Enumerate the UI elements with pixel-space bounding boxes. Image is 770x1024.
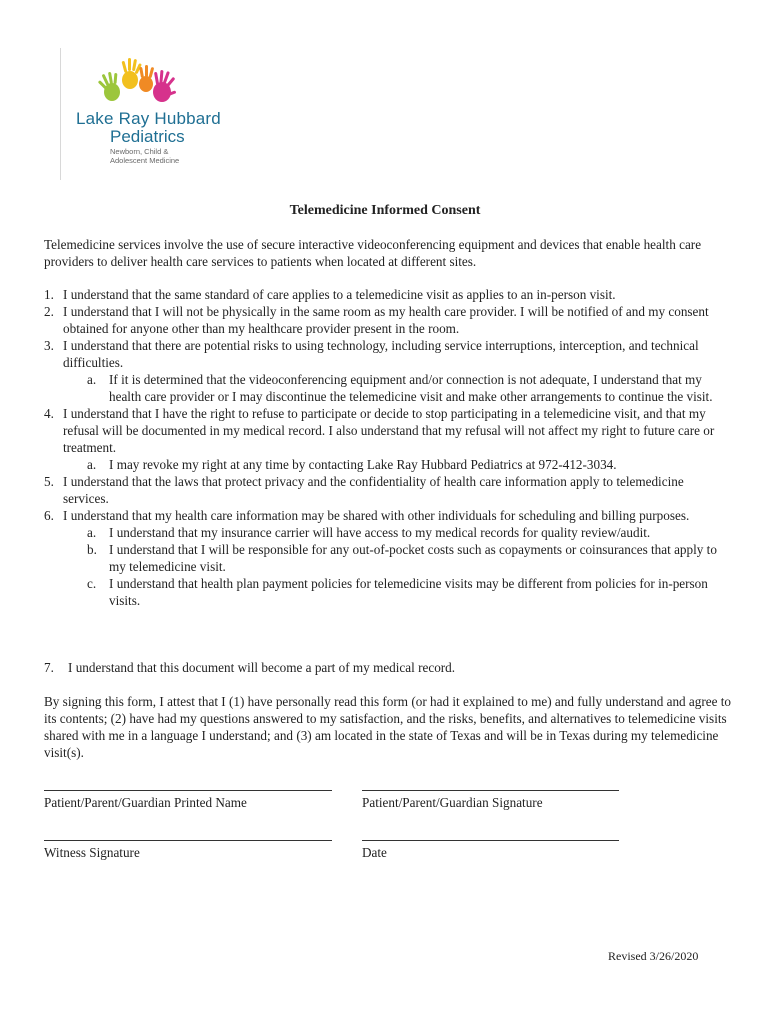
sub-item-text: I may revoke my right at any time by contacting Lake Ray Hubbard Pediatrics at 972-412-3034. xyxy=(109,457,617,472)
sub-list xyxy=(63,456,730,473)
sub-list xyxy=(63,524,730,609)
sub-list-item xyxy=(63,371,730,405)
sub-item-text: I understand that health plan payment policies for telemedicine visits may be different from policies for in-person visits. xyxy=(109,576,708,608)
signature-line[interactable] xyxy=(44,840,332,841)
item-text: I understand that I have the right to refuse to participate or decide to stop participating in a telemedicine visit, and that my refusal will be documented in my medical record. I also understand that my refusal will not affect my right to future care or treatment. xyxy=(63,406,715,455)
tagline-line-2: Adolescent Medicine xyxy=(110,156,180,165)
signature-line[interactable] xyxy=(362,790,619,791)
list-item xyxy=(44,507,730,609)
pink-handprint xyxy=(153,70,176,102)
date-field[interactable] xyxy=(362,840,619,861)
item-number: 3. xyxy=(44,338,54,353)
item-number: 7. xyxy=(44,660,54,675)
brand-line-2: Pediatrics xyxy=(110,127,185,146)
witness-signature-field[interactable] xyxy=(44,840,332,861)
list-item xyxy=(44,405,730,473)
item-number: 1. xyxy=(44,287,54,302)
list-item xyxy=(44,286,730,303)
signature-line[interactable] xyxy=(362,840,619,841)
revision-date: Revised 3/26/2020 xyxy=(608,949,699,963)
yellow-handprint xyxy=(121,58,141,89)
item-number: 6. xyxy=(44,508,54,523)
list-item xyxy=(44,303,730,337)
sub-item-text: I understand that my insurance carrier will have access to my medical records for quality review/audit. xyxy=(109,525,651,540)
signature-field[interactable] xyxy=(362,790,619,811)
item-number: 5. xyxy=(44,474,54,489)
sub-list-item xyxy=(63,524,730,541)
sub-list-item xyxy=(63,541,730,575)
green-handprint xyxy=(98,72,120,101)
item-text: I understand that my health care information may be shared with other individuals for scheduling and billing purposes. xyxy=(63,508,690,523)
item-text: I understand that there are potential risks to using technology, including service interruptions, interception, and technical difficulties. xyxy=(63,338,699,370)
list-item-7 xyxy=(44,659,455,676)
item-number: 2. xyxy=(44,304,54,319)
sub-item-letter: a. xyxy=(87,457,97,472)
sub-item-letter: c. xyxy=(87,576,97,591)
attestation-paragraph: By signing this form, I attest that I (1) have personally read this form (or had it explained to me) and fully understand and agree to its contents; (2) have had my questions answered to my satisfaction, and the risks, benefits, and alternatives to telemedicine visits shared with me in a language I understand; and (3) am located in the state of Texas and will be in Texas during my telemedicine visit(s). xyxy=(44,694,732,760)
handprints-icon xyxy=(92,58,192,110)
item-text: I understand that the same standard of care applies to a telemedicine visit as applies to an in-person visit. xyxy=(63,287,616,302)
brand-line-1: Lake Ray Hubbard xyxy=(76,109,221,128)
sub-item-text: If it is determined that the videoconferencing equipment and/or connection is not adequate, I understand that my health care provider or I may discontinue the telemedicine visit and make other arrangements to continue the visit. xyxy=(109,372,713,404)
date-label: Date xyxy=(362,845,387,860)
printed-name-field[interactable] xyxy=(44,790,332,811)
witness-signature-label: Witness Signature xyxy=(44,845,140,860)
sub-list xyxy=(63,371,730,405)
list-item xyxy=(44,337,730,405)
printed-name-label: Patient/Parent/Guardian Printed Name xyxy=(44,795,247,810)
consent-list xyxy=(44,286,730,609)
orange-handprint xyxy=(139,65,154,92)
sub-list-item xyxy=(63,456,730,473)
sub-item-letter: b. xyxy=(87,542,97,557)
document-title: Telemedicine Informed Consent xyxy=(289,203,481,218)
sub-item-letter: a. xyxy=(87,372,97,387)
item-text: I understand that the laws that protect privacy and the confidentiality of health care information apply to telemedicine services. xyxy=(63,474,684,506)
sub-item-letter: a. xyxy=(87,525,97,540)
sub-item-text: I understand that I will be responsible for any out-of-pocket costs such as copayments or coinsurances that apply to my telemedicine visit. xyxy=(109,542,717,574)
intro-paragraph: Telemedicine services involve the use of secure interactive videoconferencing equipment and devices that enable health care providers to deliver health care services to patients when located at different sites. xyxy=(44,237,702,269)
item-number: 4. xyxy=(44,406,54,421)
signature-label: Patient/Parent/Guardian Signature xyxy=(362,795,543,810)
sub-list-item xyxy=(63,575,730,609)
brand-tagline xyxy=(110,147,179,165)
list-item xyxy=(44,473,730,507)
item-text: I understand that I will not be physically in the same room as my health care provider. I will be notified of and my consent obtained for anyone other than my healthcare provider present in the room. xyxy=(63,304,709,336)
item-text: I understand that this document will become a part of my medical record. xyxy=(68,660,456,675)
tagline-line-1: Newborn, Child & xyxy=(110,147,169,156)
signature-line[interactable] xyxy=(44,790,332,791)
brand-name xyxy=(76,110,221,146)
